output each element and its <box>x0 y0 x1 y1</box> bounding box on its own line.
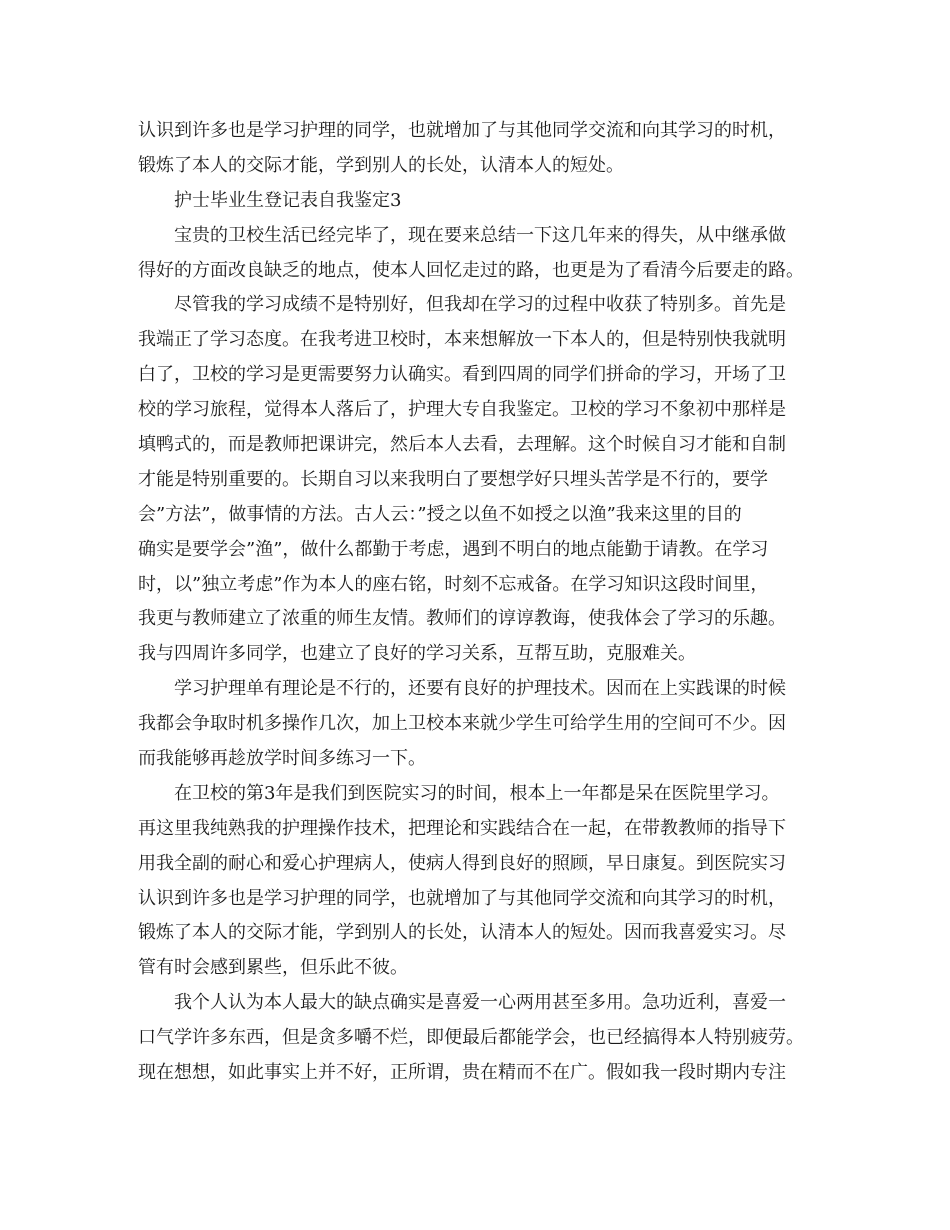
text-line: 确实是要学会”渔”，做什么都勤于考虑，遇到不明白的地点能勤于请教。在学习 <box>138 538 769 560</box>
text-line: 用我全副的耐心和爱心护理病人，使病人得到良好的照顾，早日康复。到医院实习 <box>138 852 786 874</box>
text-line: 得好的方面改良缺乏的地点，使本人回忆走过的路，也更是为了看清今后要走的路。 <box>138 259 804 281</box>
text-line: 口气学许多东西，但是贪多嚼不烂，即便最后都能学会，也已经搞得本人特别疲劳。 <box>138 1027 804 1049</box>
text-line: 会”方法”，做事情的方法。古人云：”授之以鱼不如授之以渔”我来这里的目的 <box>138 503 742 525</box>
text-line: 现在想想，如此事实上并不好，正所谓，贵在精而不在广。假如我一段时期内专注 <box>138 1062 786 1084</box>
text-line: 锻炼了本人的交际才能，学到别人的长处，认清本人的短处。 <box>138 154 624 176</box>
text-line: 管有时会感到累些，但乐此不彼。 <box>138 957 408 979</box>
text-line: 认识到许多也是学习护理的同学，也就增加了与其他同学交流和向其学习的时机， <box>138 120 786 141</box>
document-body <box>138 114 818 1091</box>
text-line: 尽管我的学习成绩不是特别好，但我却在学习的过程中收获了特别多。首先是 <box>174 294 786 316</box>
text-line: 再这里我纯熟我的护理操作技术，把理论和实践结合在一起，在带教教师的指导下 <box>138 817 786 839</box>
text-line: 填鸭式的，而是教师把课讲完，然后本人去看，去理解。这个时候自习才能和自制 <box>138 434 786 456</box>
text-line: 锻炼了本人的交际才能，学到别人的长处，认清本人的短处。因而我喜爱实习。尽 <box>138 922 786 944</box>
text-line: 学习护理单有理论是不行的，还要有良好的护理技术。因而在上实践课的时候 <box>174 678 786 700</box>
text-line: 护士毕业生登记表自我鉴定3 <box>174 189 402 211</box>
text-line: 我个人认为本人最大的缺点确实是喜爱一心两用甚至多用。急功近利，喜爱一 <box>174 992 786 1014</box>
text-line: 校的学习旅程，觉得本人落后了，护理大专自我鉴定。卫校的学习不象初中那样是 <box>138 399 786 421</box>
text-line: 认识到许多也是学习护理的同学，也就增加了与其他同学交流和向其学习的时机， <box>138 887 786 909</box>
text-line: 我都会争取时机多操作几次，加上卫校本来就少学生可给学生用的空间可不少。因 <box>138 713 786 735</box>
text-line: 白了，卫校的学习是更需要努力认确实。看到四周的同学们拼命的学习，开场了卫 <box>138 364 786 386</box>
text-line: 我端正了学习态度。在我考进卫校时，本来想解放一下本人的，但是特别快我就明 <box>138 329 786 351</box>
text-line: 我更与教师建立了浓重的师生友情。教师们的谆谆教诲，使我体会了学习的乐趣。 <box>138 608 786 630</box>
text-line: 宝贵的卫校生活已经完毕了，现在要来总结一下这几年来的得失，从中继承做 <box>174 224 786 246</box>
text-line: 而我能够再趁放学时间多练习一下。 <box>138 748 426 770</box>
text-line: 才能是特别重要的。长期自习以来我明白了要想学好只埋头苦学是不行的，要学 <box>138 468 768 490</box>
text-line: 我与四周许多同学，也建立了良好的学习关系，互帮互助，克服难关。 <box>138 643 696 665</box>
text-line: 时，以”独立考虑”作为本人的座右铭，时刻不忘戒备。在学习知识这段时间里， <box>138 573 769 595</box>
text-line: 在卫校的第3年是我们到医院实习的时间，根本上一年都是呆在医院里学习。 <box>174 782 780 804</box>
